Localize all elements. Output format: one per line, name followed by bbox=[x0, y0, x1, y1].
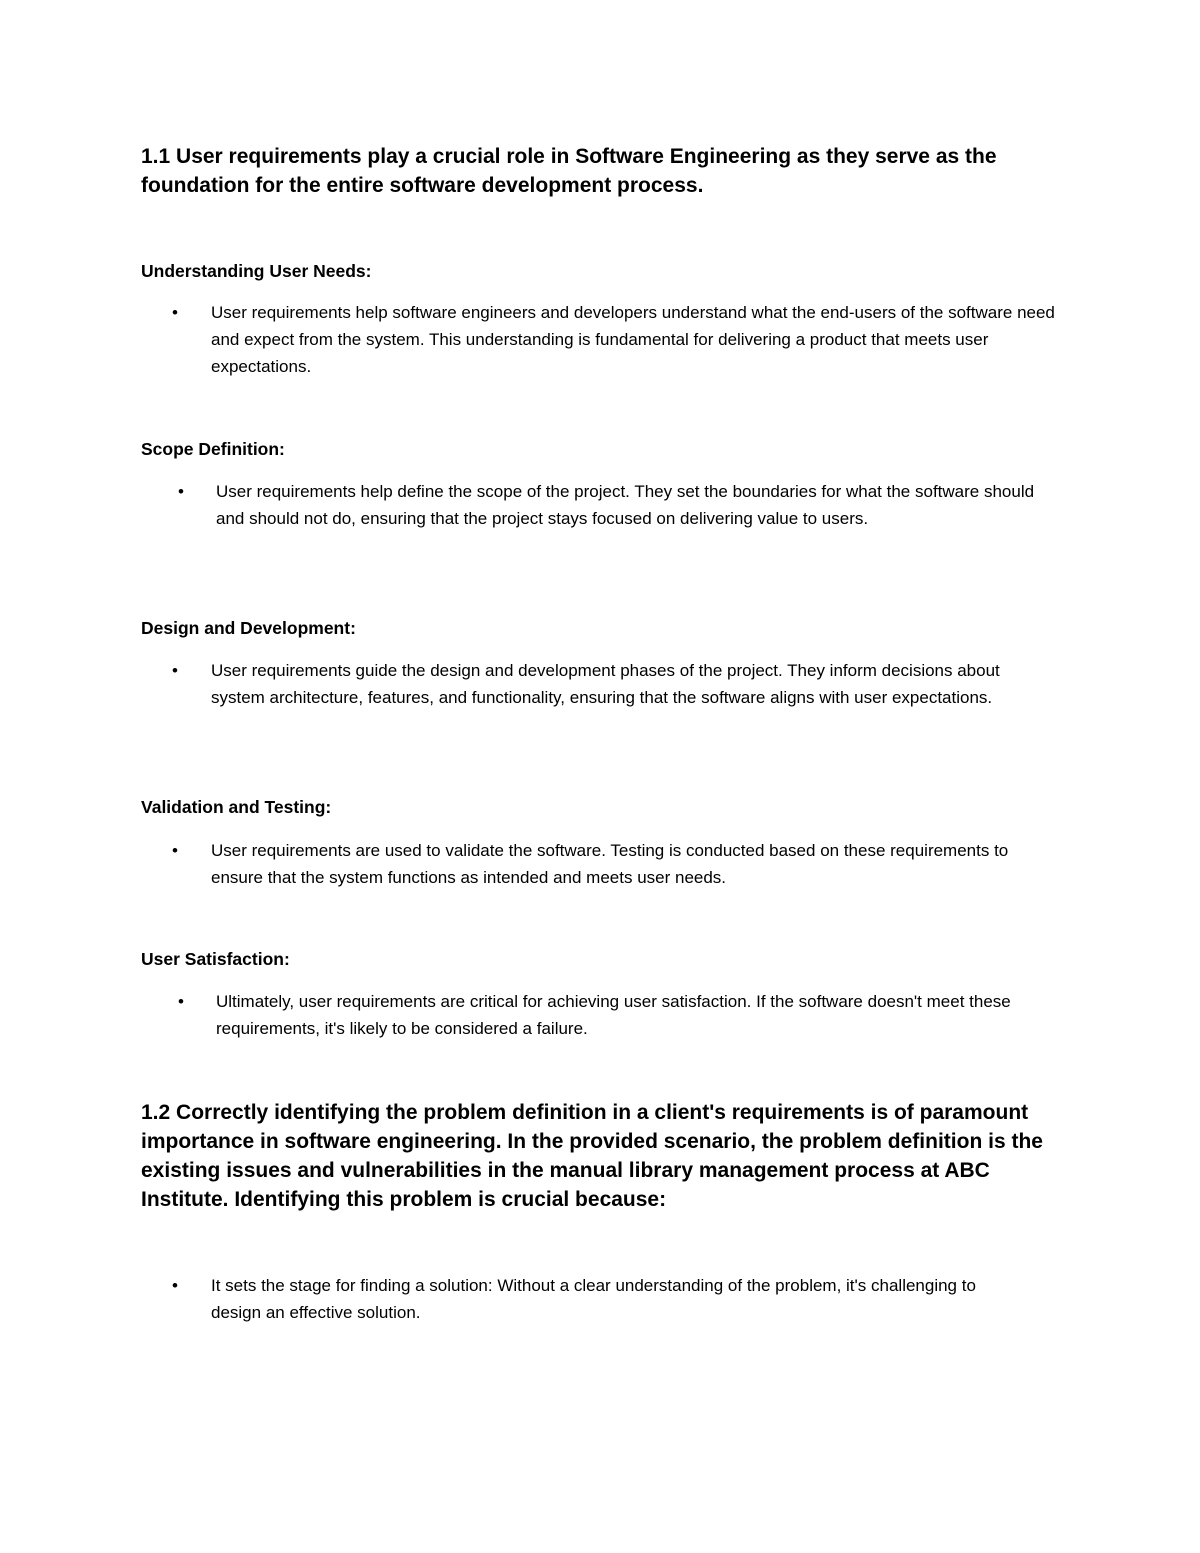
list-item-text: It sets the stage for finding a solution: Without a clear understanding of the problem, it's challenging to design an effective solution. bbox=[211, 1276, 976, 1322]
list-item-text: User requirements are used to validate the software. Testing is conducted based on these requirements to ensure that the system functions as intended and meets user needs. bbox=[211, 841, 1009, 887]
section-1-1-heading-line2: foundation for the entire software development process. bbox=[141, 174, 704, 197]
bullet-icon: • bbox=[172, 303, 178, 322]
subsection-title bbox=[141, 795, 1071, 819]
bullet-icon: • bbox=[172, 661, 178, 680]
section-1-1-heading-line1: 1.1 User requirements play a crucial role in Software Engineering as they serve as the bbox=[141, 145, 997, 168]
subsection-title-text: Scope Definition: bbox=[141, 439, 285, 459]
subsection-title bbox=[141, 616, 1071, 640]
bullet-icon: • bbox=[172, 841, 178, 860]
subsection-title-text: Validation and Testing: bbox=[141, 797, 332, 817]
subsection-title-text: Understanding User Needs: bbox=[141, 261, 372, 281]
list-item-text: Ultimately, user requirements are critical for achieving user satisfaction. If the software doesn't meet these requirements, it's likely to be considered a failure. bbox=[216, 992, 1011, 1038]
bullet-icon: • bbox=[178, 482, 184, 501]
list-item-text: User requirements help software engineers and developers understand what the end-users of the software need and expect from the system. This understanding is fundamental for delivering a product that meets user expectations. bbox=[211, 303, 1055, 376]
section-1-1-heading bbox=[141, 142, 1071, 200]
bullet-icon: • bbox=[172, 1276, 178, 1295]
bullet-icon: • bbox=[178, 992, 184, 1011]
list-item-text: User requirements guide the design and development phases of the project. They inform decisions about system architecture, features, and functionality, ensuring that the software aligns with user expectations. bbox=[211, 661, 1000, 707]
section-1-2-heading-text: 1.2 Correctly identifying the problem definition in a client's requirements is of paramount importance in software engineering. In the provided scenario, the problem definition is the existing issues and vulnerabilities in the manual library management process at ABC Institute. Identifying this problem is crucial because: bbox=[141, 1101, 1043, 1211]
list-item-text: User requirements help define the scope of the project. They set the boundaries for what the software should and should not do, ensuring that the project stays focused on delivering value to users. bbox=[216, 482, 1035, 528]
subsection-title-text: Design and Development: bbox=[141, 618, 356, 638]
subsection-title bbox=[141, 437, 1071, 461]
section-1-2-heading bbox=[141, 1098, 1066, 1214]
subsection-title bbox=[141, 947, 1071, 971]
subsection-title-text: User Satisfaction: bbox=[141, 949, 290, 969]
subsection-title bbox=[141, 259, 1071, 283]
